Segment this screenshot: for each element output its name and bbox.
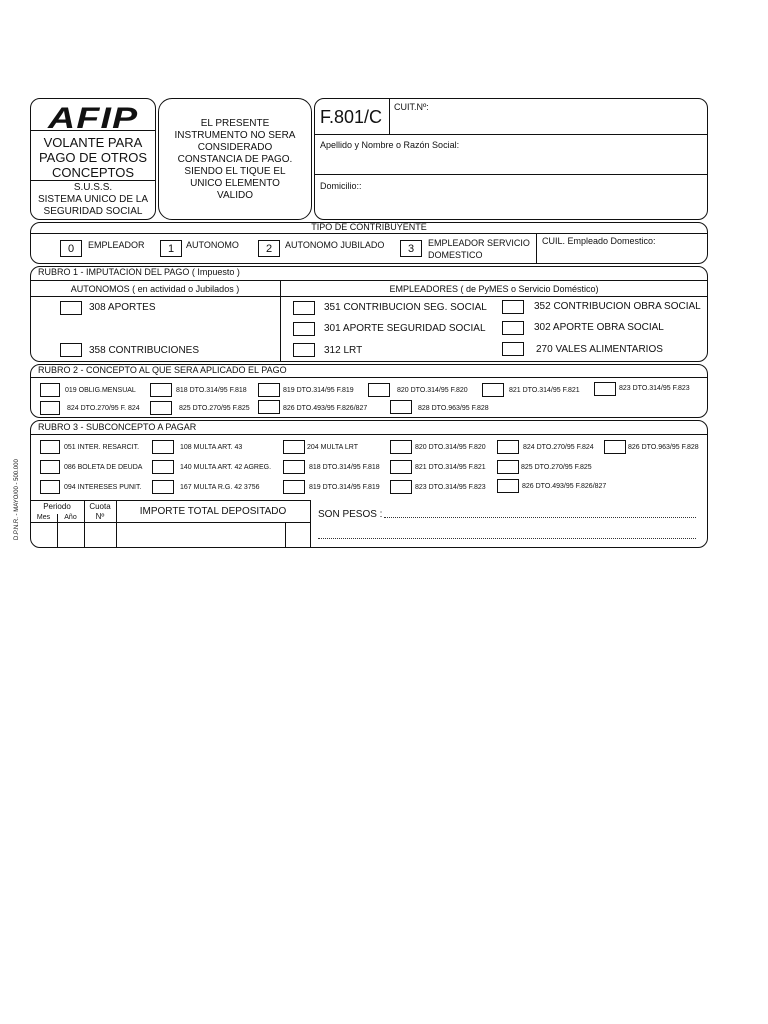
rubro1-item: 358 CONTRIBUCIONES [89, 345, 200, 356]
rubro3-item: 818 DTO.314/95 F.818 [309, 464, 380, 471]
rubro3-item: 108 MULTA ART. 43 [180, 444, 243, 451]
divider [30, 500, 310, 501]
address-label: Domicilio:: [320, 181, 362, 191]
checkbox[interactable] [152, 440, 174, 454]
divider [30, 233, 708, 234]
checkbox[interactable] [40, 383, 60, 397]
checkbox[interactable] [152, 480, 174, 494]
rubro2-item: 820 DTO.314/95 F.820 [397, 387, 468, 394]
rubro2-item: 818 DTO.314/95 F.818 [176, 387, 247, 394]
cuil-label: CUIL. Empleado Domestico: [542, 236, 656, 246]
type-label: EMPLEADOR [88, 240, 145, 250]
notice-line: VALIDO [217, 190, 253, 201]
notice-line: UNICO ELEMENTO [190, 178, 280, 189]
checkbox[interactable] [604, 440, 626, 454]
notice-line: SIENDO EL TIQUE EL [184, 166, 286, 177]
checkbox[interactable] [40, 440, 60, 454]
checkbox[interactable] [482, 383, 504, 397]
importe-label: IMPORTE TOTAL DEPOSITADO [139, 506, 287, 517]
rubro3-item: 051 INTER. RESARCIT. [64, 444, 140, 451]
checkbox[interactable] [150, 401, 172, 415]
periodo-label: Periodo [43, 502, 71, 511]
divider [314, 134, 708, 135]
mes-label: Mes [36, 514, 51, 521]
rubro3-item: 204 MULTA LRT [307, 444, 358, 451]
form-title-line-1: VOLANTE PARA [43, 135, 143, 150]
divider [30, 130, 156, 131]
type-code-box[interactable] [60, 240, 82, 257]
divider [30, 522, 310, 523]
checkbox[interactable] [502, 342, 524, 356]
son-pesos-line-2[interactable] [318, 538, 696, 539]
checkbox[interactable] [390, 400, 412, 414]
form-title-line-3: CONCEPTOS [51, 165, 135, 180]
checkbox[interactable] [502, 300, 524, 314]
suss-line-1: SISTEMA UNICO DE LA [37, 194, 149, 205]
rubro1-item: 351 CONTRIBUCION SEG. SOCIAL [324, 302, 487, 313]
suss-label: S.U.S.S. [73, 182, 113, 193]
divider [30, 377, 708, 378]
rubro1-item: 270 VALES ALIMENTARIOS [536, 344, 663, 355]
type-code: 1 [168, 243, 175, 255]
type-label: EMPLEADOR SERVICIO [428, 238, 530, 248]
divider [30, 180, 156, 181]
checkbox[interactable] [40, 401, 60, 415]
checkbox[interactable] [293, 322, 315, 336]
rubro3-item: 826 DTO.963/95 F.828 [628, 444, 699, 451]
rubro2-item: 825 DTO.270/95 F.825 [179, 405, 250, 412]
divider [30, 296, 708, 297]
checkbox[interactable] [497, 479, 519, 493]
rubro3-item: 140 MULTA ART. 42 AGREG. [180, 464, 272, 471]
rubro3-title: RUBRO 3 - SUBCONCEPTO A PAGAR [38, 422, 197, 432]
checkbox[interactable] [40, 460, 60, 474]
type-label: AUTONOMO [186, 240, 239, 250]
type-code: 2 [266, 243, 273, 255]
autonomos-title: AUTONOMOS ( en actividad o Jubilados ) [70, 284, 240, 294]
rubro2-item: 823 DTO.314/95 F.823 [619, 385, 690, 392]
divider [30, 434, 708, 435]
rubro2-item: 824 DTO.270/95 F. 824 [67, 405, 140, 412]
print-code: D.P.N.R. - MAYO/00 - 500.000 [14, 459, 20, 540]
rubro3-item: 820 DTO.314/95 F.820 [415, 444, 486, 451]
rubro1-item: 308 APORTES [89, 302, 156, 313]
checkbox[interactable] [40, 480, 60, 494]
divider [314, 174, 708, 175]
divider [536, 233, 537, 264]
type-label-2: DOMESTICO [428, 250, 483, 260]
empleadores-title: EMPLEADORES ( de PyMES o Servicio Doméstico) [389, 284, 599, 294]
rubro3-item: 086 BOLETA DE DEUDA [64, 464, 143, 471]
notice-line: CONSTANCIA DE PAGO. [177, 154, 293, 165]
checkbox[interactable] [594, 382, 616, 396]
divider [30, 280, 708, 281]
checkbox[interactable] [258, 400, 280, 414]
rubro1-item: 352 CONTRIBUCION OBRA SOCIAL [534, 301, 701, 312]
cuit-label: CUIT.Nº: [394, 102, 429, 112]
checkbox[interactable] [293, 343, 315, 357]
son-pesos-line[interactable] [384, 517, 696, 518]
checkbox[interactable] [502, 321, 524, 335]
cuota-label: Cuota [89, 502, 111, 511]
checkbox[interactable] [390, 440, 412, 454]
rubro3-item: 825 DTO.270/95 F.825 [521, 464, 592, 471]
form-code: F.801/C [320, 107, 383, 127]
rubro2-item: 828 DTO.963/95 F.828 [418, 405, 489, 412]
son-pesos-label: SON PESOS : [318, 509, 383, 520]
rubro1-item: 301 APORTE SEGURIDAD SOCIAL [324, 323, 486, 334]
rubro3-item: 094 INTERESES PUNIT. [64, 484, 142, 491]
checkbox[interactable] [150, 383, 172, 397]
rubro3-item: 823 DTO.314/95 F.823 [415, 484, 486, 491]
checkbox[interactable] [390, 460, 412, 474]
checkbox[interactable] [283, 460, 305, 474]
rubro1-item: 312 LRT [324, 345, 363, 356]
checkbox[interactable] [368, 383, 390, 397]
ano-label: Año [64, 514, 77, 521]
rubro3-item: 826 DTO.493/95 F.826/827 [522, 483, 607, 490]
type-code-box[interactable] [160, 240, 182, 257]
rubro2-item: 821 DTO.314/95 F.821 [509, 387, 580, 394]
rubro3-item: 824 DTO.270/95 F.824 [523, 444, 594, 451]
name-label: Apellido y Nombre o Razón Social: [320, 140, 460, 150]
rubro3-item: 167 MULTA R.G. 42 3756 [180, 484, 260, 491]
type-label: AUTONOMO JUBILADO [285, 240, 385, 250]
type-code: 3 [408, 243, 415, 255]
suss-line-2: SEGURIDAD SOCIAL [43, 206, 143, 217]
rubro1-item: 302 APORTE OBRA SOCIAL [534, 322, 664, 333]
checkbox[interactable] [497, 460, 519, 474]
checkbox[interactable] [258, 383, 280, 397]
rubro3-item: 819 DTO.314/95 F.819 [309, 484, 380, 491]
type-code: 0 [68, 243, 75, 255]
checkbox[interactable] [497, 440, 519, 454]
checkbox[interactable] [60, 301, 82, 315]
notice-line: EL PRESENTE [200, 118, 270, 129]
afip-logo: AFIP [48, 102, 139, 135]
rubro2-item: 019 OBLIG.MENSUAL [65, 387, 136, 394]
notice-line: CONSIDERADO [197, 142, 273, 153]
rubro2-item: 826 DTO.493/95 F.826/827 [283, 405, 368, 412]
rubro3-item: 821 DTO.314/95 F.821 [415, 464, 486, 471]
cuota-n-label: Nº [95, 512, 105, 521]
rubro2-title: RUBRO 2 - CONCEPTO AL QUE SERA APLICADO EL PAGO [38, 365, 287, 375]
divider [389, 98, 390, 134]
checkbox[interactable] [283, 440, 305, 454]
rubro1-title: RUBRO 1 - IMPUTACION DEL PAGO ( Impuesto ) [38, 267, 240, 277]
checkbox[interactable] [60, 343, 82, 357]
checkbox[interactable] [293, 301, 315, 315]
checkbox[interactable] [390, 480, 412, 494]
notice-line: INSTRUMENTO NO SERA [174, 130, 296, 141]
type-code-box[interactable] [400, 240, 422, 257]
rubro2-item: 819 DTO.314/95 F.819 [283, 387, 354, 394]
checkbox[interactable] [152, 460, 174, 474]
checkbox[interactable] [283, 480, 305, 494]
type-code-box[interactable] [258, 240, 280, 257]
divider [310, 500, 311, 548]
contribuyente-title: TIPO DE CONTRIBUYENTE [311, 222, 427, 232]
form-title-line-2: PAGO DE OTROS [38, 150, 148, 165]
divider [285, 522, 286, 548]
